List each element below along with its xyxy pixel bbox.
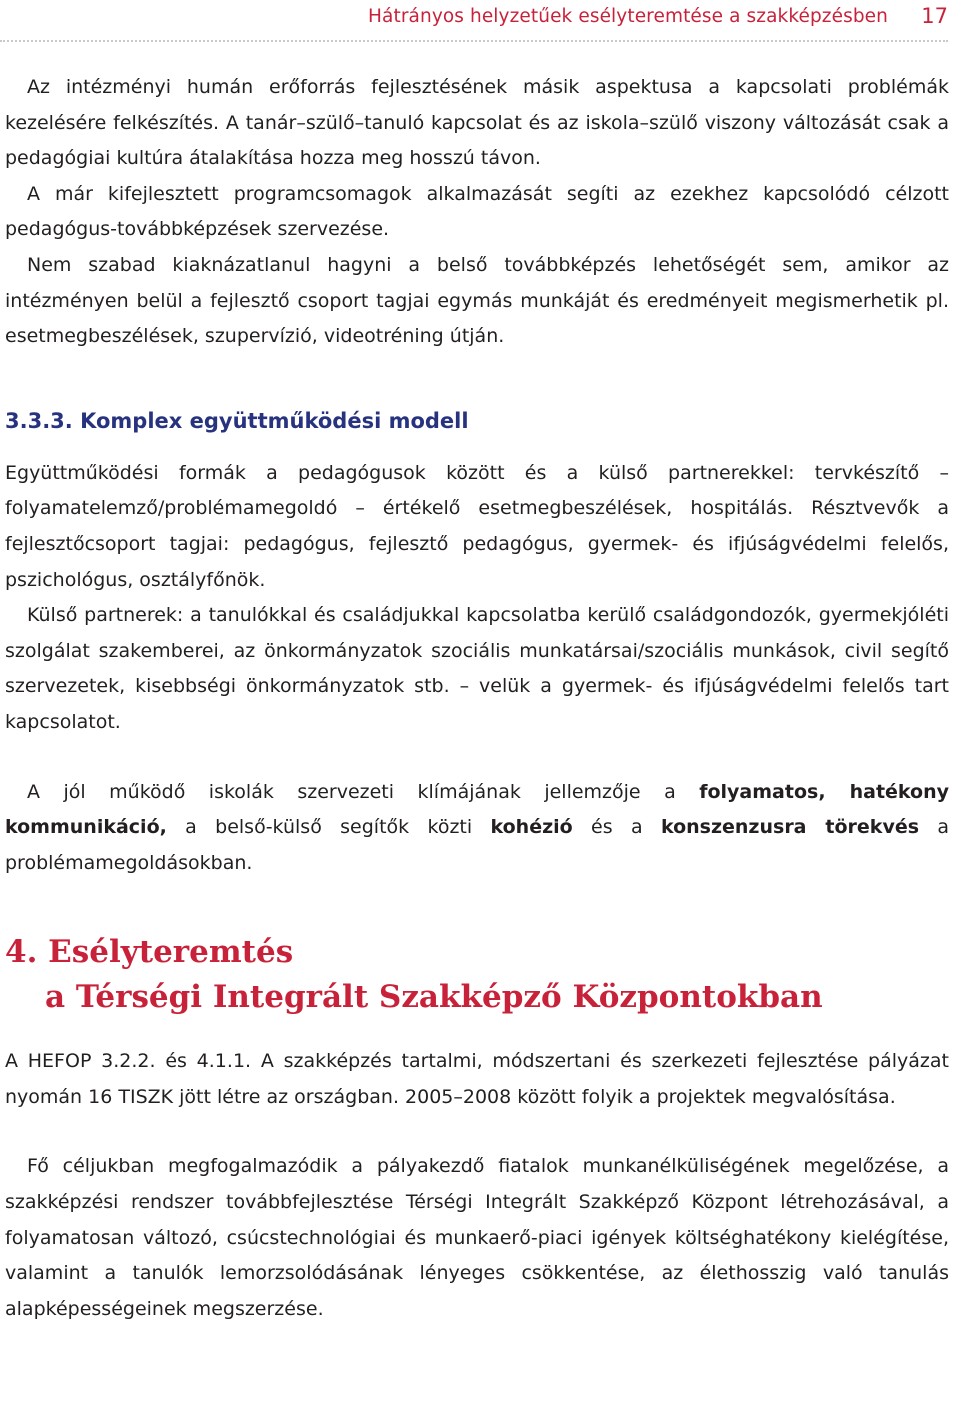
climate-text-1: A jól működő iskolák szervezeti klímájának jellemzője a xyxy=(27,780,700,803)
spacer xyxy=(5,438,949,456)
climate-text-4: a problémamegoldásokban. xyxy=(5,816,950,874)
page-number: 17 xyxy=(921,4,948,28)
section-heading-line-1: 4. Esélyteremtés xyxy=(5,934,294,971)
paragraph-hefop: A HEFOP 3.2.2. és 4.1.1. A szakképzés tartalmi, módszertani és szerkezeti fejlesztése pályázat nyomán 16 TISZK jött létre az országban. 2005–2008 között folyik a projektek megvalósítása. xyxy=(5,1050,949,1108)
section-heading-line-2: a Térségi Integrált Szakképző Központokban xyxy=(45,979,823,1016)
climate-bold-consensus: konszenzusra törekvés xyxy=(660,816,920,839)
climate-text-2: a belső-külső segítők közti xyxy=(166,816,491,839)
spacer xyxy=(5,1115,949,1149)
spacer xyxy=(5,881,949,930)
subsection-heading xyxy=(5,404,949,438)
climate-text-3: és a xyxy=(572,816,661,839)
page-body xyxy=(5,70,949,1327)
spacer xyxy=(5,1020,949,1044)
climate-bold-communication: folyamatos, hatékony kommunikáció, xyxy=(5,780,950,839)
subsection-title: Komplex együttműködési modell xyxy=(80,408,469,433)
paragraph-hr-aspect: Az intézményi humán erőforrás fejlesztésének másik aspektusa a kapcsolati problémák kezelésére felkészítés. A tanár–szülő–tanuló kapcsolat és az iskola–szülő viszony változását csak a pedagógiai kultúra átalakítása hozza meg hosszú távon. xyxy=(5,76,949,170)
paragraph-cooperation-forms: Együttműködési formák a pedagógusok között és a külső partnerekkel: tervkészítő – folyamatelemző/problémamegoldó – értékelő esetmegbeszélések, hospitálás. Résztvevők a fejlesztőcsoport tagjai: pedagógus, fejlesztő pedagógus, gyermek- és ifjúságvédelmi felelős, pszichológus, osztályfőnök. xyxy=(5,461,949,591)
spacer xyxy=(5,355,949,404)
paragraph-external-partners: Külső partnerek: a tanulókkal és családjukkal kapcsolatba kerülő családgondozók, gyermekjóléti szolgálat szakemberei, az önkormányzatok szociális munkatársai/szociális munkások, civil segítő szervezetek, kisebbségi önkormányzatok stb. – velük a gyermek- és ifjúságvédelmi felelős tart kapcsolatot. xyxy=(5,604,949,733)
paragraph-school-climate xyxy=(5,775,949,882)
spacer xyxy=(5,741,949,775)
paragraph-internal-training: Nem szabad kiaknázatlanul hagyni a belső továbbképzés lehetőségét sem, amikor az intézményen belül a fejlesztő csoport tagjai egymás munkáját és eredményeit megismerhetik pl. esetmegbeszélések, szupervízió, videotréning útján. xyxy=(5,253,949,348)
climate-bold-cohesion: kohézió xyxy=(490,816,573,839)
paragraph-program-packages: A már kifejlesztett programcsomagok alkalmazását segíti az ezekhez kapcsolódó célzott pedagógus-továbbképzések szervezése. xyxy=(5,182,949,241)
subsection-number: 3.3.3. xyxy=(5,408,73,433)
section-heading xyxy=(5,930,949,1020)
running-header-title: Hátrányos helyzetűek esélyteremtése a szakképzésben xyxy=(368,6,888,27)
running-header xyxy=(0,0,948,42)
paragraph-main-goals: Fő céljukban megfogalmazódik a pályakezdő fiatalok munkanélküliségének megelőzése, a szakképzési rendszer továbbfejlesztése Térségi Integrált Szakképző Központ létrehozásával, a folyamatosan változó, csúcstechnológiai és munkaerő-piaci igények költséghatékony kielégítése, valamint a tanulók lemorzsolódásának lényeges csökkentése, az élethosszig való tanulás alapképességeinek megszerzése. xyxy=(5,1155,949,1320)
